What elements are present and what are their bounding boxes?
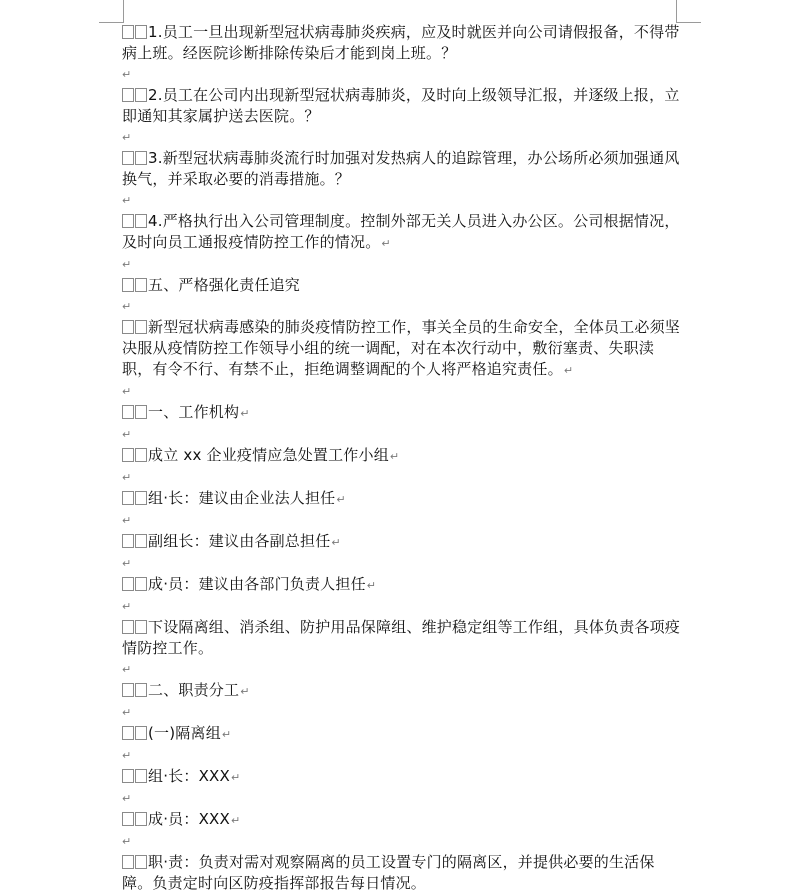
missing-glyph-box	[135, 577, 147, 591]
missing-glyph-box	[135, 278, 147, 292]
paragraph[interactable]	[122, 445, 682, 467]
section-heading[interactable]	[122, 680, 682, 702]
missing-glyph-box	[122, 683, 134, 697]
paragraph-mark: ↵	[366, 579, 377, 592]
margin-corner-mark-right	[676, 0, 701, 23]
paragraph[interactable]	[122, 531, 682, 553]
missing-glyph-box	[135, 88, 147, 102]
empty-paragraph-mark: ↵	[122, 514, 132, 527]
paragraph-text: 2.员工在公司内出现新型冠状病毒肺炎，及时向上级领导汇报，并逐级上报，立即通知其家属护送去医院。？	[122, 86, 680, 125]
section-heading[interactable]	[122, 723, 682, 745]
missing-glyph-box	[135, 855, 147, 869]
missing-glyph-box	[122, 88, 134, 102]
missing-glyph-box	[135, 151, 147, 165]
paragraph-mark: ↵	[563, 364, 574, 377]
empty-paragraph-mark: ↵	[122, 835, 132, 848]
missing-glyph-box	[135, 320, 147, 334]
empty-paragraph-mark: ↵	[122, 663, 132, 676]
empty-paragraph-mark: ↵	[122, 131, 132, 144]
paragraph[interactable]	[122, 766, 682, 788]
missing-glyph-box	[135, 769, 147, 783]
paragraph[interactable]	[122, 85, 682, 127]
paragraph-mark: ↵	[221, 728, 232, 741]
missing-glyph-box	[135, 683, 147, 697]
paragraph-mark: ↵	[231, 771, 241, 784]
section-heading[interactable]	[122, 275, 682, 296]
paragraph-text: 新型冠状病毒感染的肺炎疫情防控工作，事关全员的生命安全，全体员工必须坚决服从疫情防控工作领导小组的统一调配，对在本次行动中，敷衍塞责、失职渎职，有令不行、有禁不止，拒绝调整调配的个人将严格追究责任。	[122, 318, 681, 378]
missing-glyph-box	[122, 534, 134, 548]
paragraph-text: 成立 xx 企业疫情应急处置工作小组	[148, 446, 389, 464]
missing-glyph-box	[122, 278, 134, 292]
paragraph-mark: ↵	[336, 493, 346, 506]
empty-paragraph-mark: ↵	[122, 792, 132, 805]
missing-glyph-box	[122, 769, 134, 783]
paragraph-mark: ↵	[381, 237, 391, 250]
missing-glyph-box	[122, 151, 134, 165]
paragraph[interactable]	[122, 852, 682, 894]
missing-glyph-box	[122, 320, 134, 334]
missing-glyph-box	[122, 855, 134, 869]
empty-paragraph-mark: ↵	[122, 471, 132, 484]
paragraph[interactable]	[122, 22, 682, 64]
missing-glyph-box	[122, 620, 134, 634]
paragraph[interactable]	[122, 317, 682, 381]
missing-glyph-box	[135, 214, 147, 228]
section-heading[interactable]	[122, 402, 682, 424]
empty-paragraph-mark: ↵	[122, 600, 132, 613]
paragraph-mark: ↵	[240, 685, 250, 698]
paragraph-text: 成·员：建议由各部门负责人担任	[148, 575, 366, 593]
empty-paragraph-mark: ↵	[122, 300, 132, 313]
missing-glyph-box	[135, 726, 147, 740]
paragraph[interactable]	[122, 148, 682, 190]
paragraph-text: 下设隔离组、消杀组、防护用品保障组、维护稳定组等工作组，具体负责各项疫情防控工作。	[122, 618, 681, 657]
empty-paragraph-mark: ↵	[122, 68, 132, 81]
paragraph[interactable]	[122, 211, 682, 254]
missing-glyph-box	[135, 620, 147, 634]
missing-glyph-box	[135, 405, 147, 419]
missing-glyph-box	[122, 448, 134, 462]
paragraph[interactable]	[122, 617, 682, 659]
missing-glyph-box	[122, 25, 134, 39]
missing-glyph-box	[135, 25, 147, 39]
missing-glyph-box	[135, 491, 147, 505]
missing-glyph-box	[135, 812, 147, 826]
paragraph-text: 二、职责分工	[148, 681, 240, 699]
empty-paragraph-mark: ↵	[122, 428, 132, 441]
margin-corner-mark-left	[99, 0, 124, 23]
empty-paragraph-mark: ↵	[122, 557, 132, 570]
paragraph-mark: ↵	[331, 536, 341, 549]
paragraph-text: 职·责：负责对需对观察隔离的员工设置专门的隔离区，并提供必要的生活保障。负责定时向区防疫指挥部报告每日情况。	[122, 853, 655, 892]
missing-glyph-box	[135, 448, 147, 462]
paragraph-text: 组·长：XXX	[148, 767, 230, 785]
paragraph[interactable]	[122, 809, 682, 831]
missing-glyph-box	[122, 405, 134, 419]
missing-glyph-box	[135, 534, 147, 548]
empty-paragraph-mark: ↵	[122, 194, 132, 207]
paragraph-text: 1.员工一旦出现新型冠状病毒肺炎疾病，应及时就医并向公司请假报备，不得带病上班。经医院诊断排除传染后才能到岗上班。？	[122, 23, 680, 62]
paragraph-text: 副组长：建议由各副总担任	[148, 532, 331, 550]
paragraph-text: 成·员：XXX	[148, 810, 230, 828]
missing-glyph-box	[122, 214, 134, 228]
missing-glyph-box	[122, 491, 134, 505]
paragraph-text: (一)隔离组	[148, 724, 221, 742]
paragraph-mark: ↵	[240, 407, 250, 420]
paragraph-text: 一、工作机构	[148, 403, 240, 421]
empty-paragraph-mark: ↵	[122, 258, 132, 271]
empty-paragraph-mark: ↵	[122, 385, 132, 398]
missing-glyph-box	[122, 577, 134, 591]
empty-paragraph-mark: ↵	[122, 749, 132, 762]
paragraph-mark: ↵	[389, 450, 400, 463]
paragraph[interactable]	[122, 488, 682, 510]
paragraph-text: 3.新型冠状病毒肺炎流行时加强对发热病人的追踪管理，办公场所必须加强通风换气，并采取必要的消毒措施。？	[122, 149, 680, 188]
missing-glyph-box	[122, 812, 134, 826]
paragraph-mark: ↵	[231, 814, 241, 827]
paragraph-text: 组·长：建议由企业法人担任	[148, 489, 336, 507]
document-body[interactable]	[122, 22, 682, 894]
paragraph-text: 4.严格执行出入公司管理制度。控制外部无关人员进入办公区。公司根据情况，及时向员工通报疫情防控工作的情况。	[122, 212, 680, 251]
missing-glyph-box	[122, 726, 134, 740]
paragraph[interactable]	[122, 574, 682, 596]
empty-paragraph-mark: ↵	[122, 706, 132, 719]
paragraph-text: 五、严格强化责任追究	[148, 276, 301, 294]
